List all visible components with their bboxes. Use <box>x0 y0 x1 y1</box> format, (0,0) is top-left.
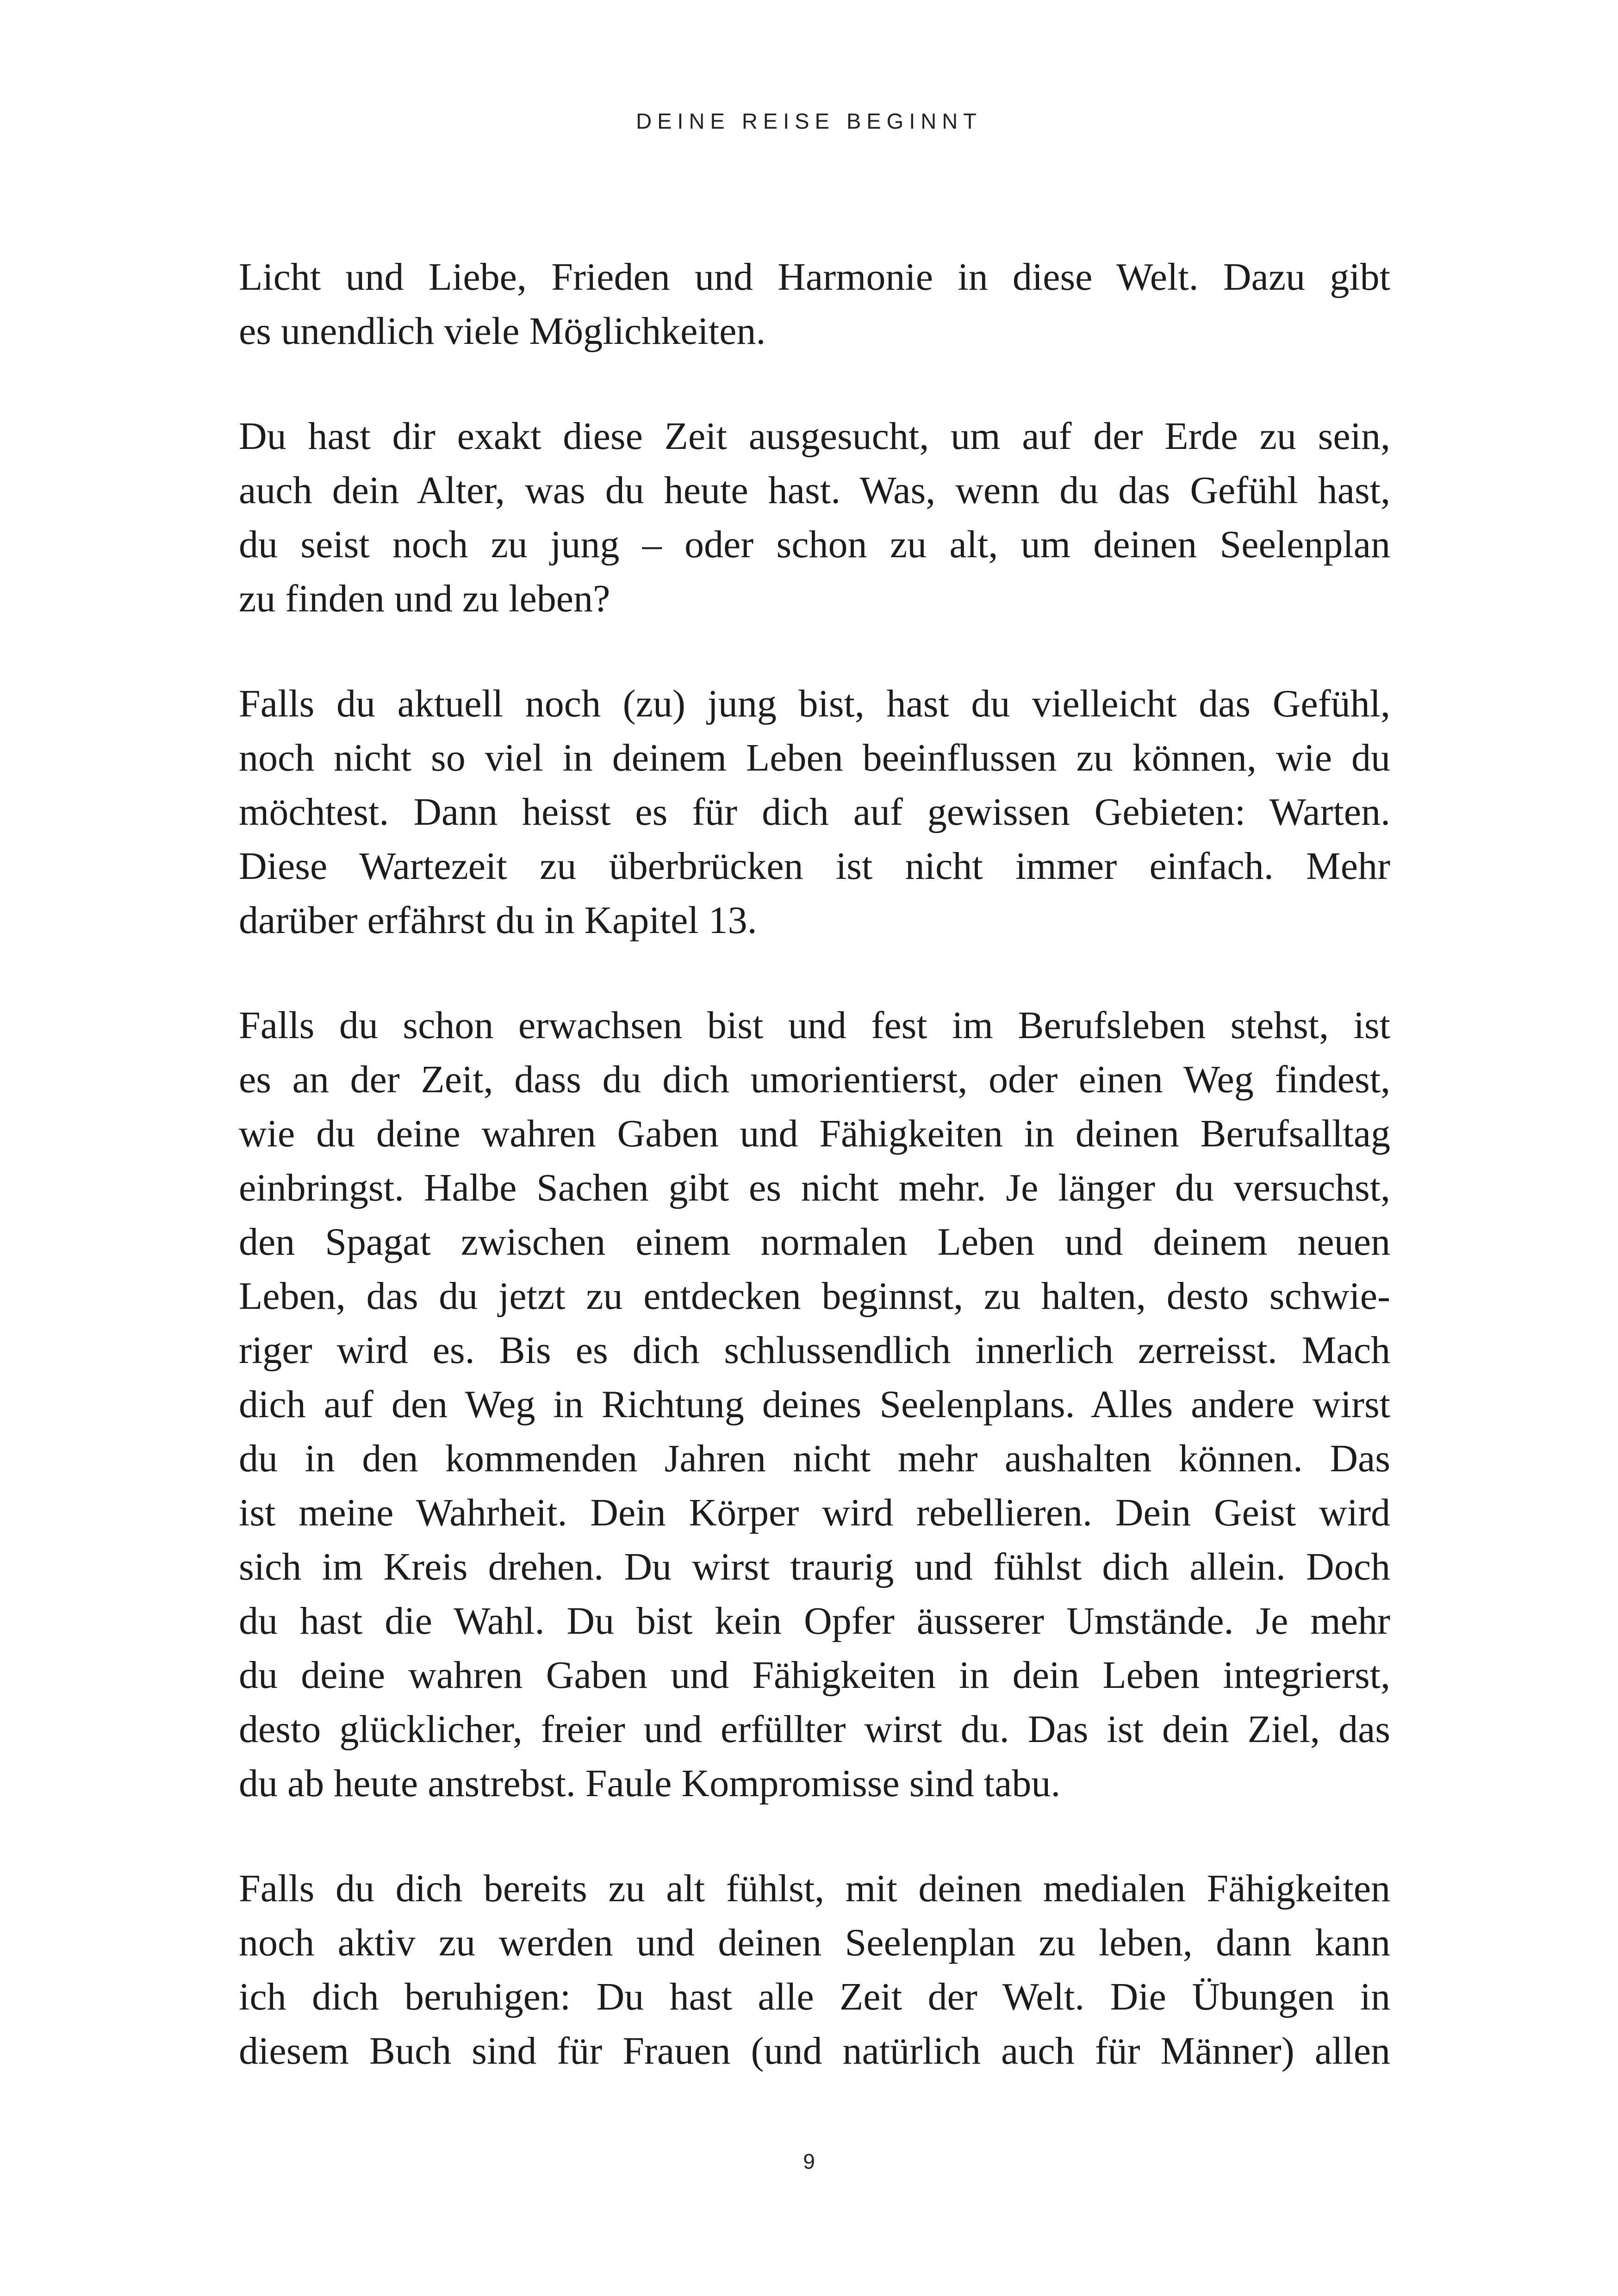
text-line: desto glücklicher, freier und erfüllter wirst du. Das ist dein Ziel, das <box>239 1708 1390 1751</box>
running-header: DEINE REISE BEGINNT <box>636 109 982 133</box>
text-line: es an der Zeit, dass du dich umorientierst, oder einen Weg findest, <box>239 1058 1390 1101</box>
text-line: ist meine Wahrheit. Dein Körper wird rebellieren. Dein Geist wird <box>239 1491 1390 1534</box>
text-line: du deine wahren Gaben und Fähigkeiten in dein Leben integrierst, <box>239 1654 1390 1697</box>
text-line: riger wird es. Bis es dich schlussendlich innerlich zerreisst. Mach <box>239 1329 1390 1372</box>
paragraph <box>239 250 1390 358</box>
text-line: Licht und Liebe, Frieden und Harmonie in diese Welt. Dazu gibt <box>239 255 1390 299</box>
text-line: möchtest. Dann heisst es für dich auf gewissen Gebieten: Warten. <box>239 790 1390 834</box>
text-line: du seist noch zu jung – oder schon zu alt, um deinen Seelenplan <box>239 523 1390 566</box>
text-line: Du hast dir exakt diese Zeit ausgesucht, um auf der Erde zu sein, <box>239 415 1390 458</box>
text-line: zu finden und zu leben? <box>239 577 610 620</box>
text-line: noch aktiv zu werden und deinen Seelenplan zu leben, dann kann <box>239 1921 1390 1964</box>
page-number: 9 <box>803 2149 815 2173</box>
text-line: es unendlich viele Möglichkeiten. <box>239 310 766 353</box>
text-line: darüber erfährst du in Kapitel 13. <box>239 899 757 942</box>
text-line: sich im Kreis drehen. Du wirst traurig und fühlst dich allein. Doch <box>239 1545 1390 1588</box>
text-line: wie du deine wahren Gaben und Fähigkeiten in deinen Berufsalltag <box>239 1112 1390 1155</box>
text-line: Falls du schon erwachsen bist und fest im Berufsleben stehst, ist <box>239 1004 1390 1047</box>
text-line: Falls du aktuell noch (zu) jung bist, hast du vielleicht das Gefühl, <box>239 682 1390 725</box>
text-line: Falls du dich bereits zu alt fühlst, mit deinen medialen Fähigkeiten <box>239 1867 1390 1910</box>
text-line: diesem Buch sind für Frauen (und natürlich auch für Männer) allen <box>239 2029 1390 2072</box>
paragraph <box>239 998 1390 1811</box>
text-line: auch dein Alter, was du heute hast. Was, wenn du das Gefühl hast, <box>239 469 1390 512</box>
text-line: den Spagat zwischen einem normalen Leben und deinem neuen <box>239 1220 1390 1263</box>
text-line: du ab heute anstrebst. Faule Kompromisse sind tabu. <box>239 1762 1061 1805</box>
text-line: Diese Wartezeit zu überbrücken ist nicht immer einfach. Mehr <box>239 845 1390 888</box>
text-line: dich auf den Weg in Richtung deines Seelenplans. Alles andere wirst <box>239 1383 1390 1426</box>
text-line: ich dich beruhigen: Du hast alle Zeit der Welt. Die Übungen in <box>239 1975 1390 2018</box>
text-line: noch nicht so viel in deinem Leben beeinflussen zu können, wie du <box>239 736 1390 779</box>
paragraph <box>239 409 1390 626</box>
paragraph <box>239 1861 1390 2078</box>
text-line: du in den kommenden Jahren nicht mehr aushalten können. Das <box>239 1437 1390 1480</box>
text-line: Leben, das du jetzt zu entdecken beginnst, zu halten, desto schwie- <box>239 1275 1390 1318</box>
text-line: du hast die Wahl. Du bist kein Opfer äusserer Umstände. Je mehr <box>239 1599 1390 1643</box>
text-line: einbringst. Halbe Sachen gibt es nicht mehr. Je länger du versuchst, <box>239 1166 1390 1209</box>
paragraph <box>239 677 1390 947</box>
body-text <box>239 250 1390 2129</box>
